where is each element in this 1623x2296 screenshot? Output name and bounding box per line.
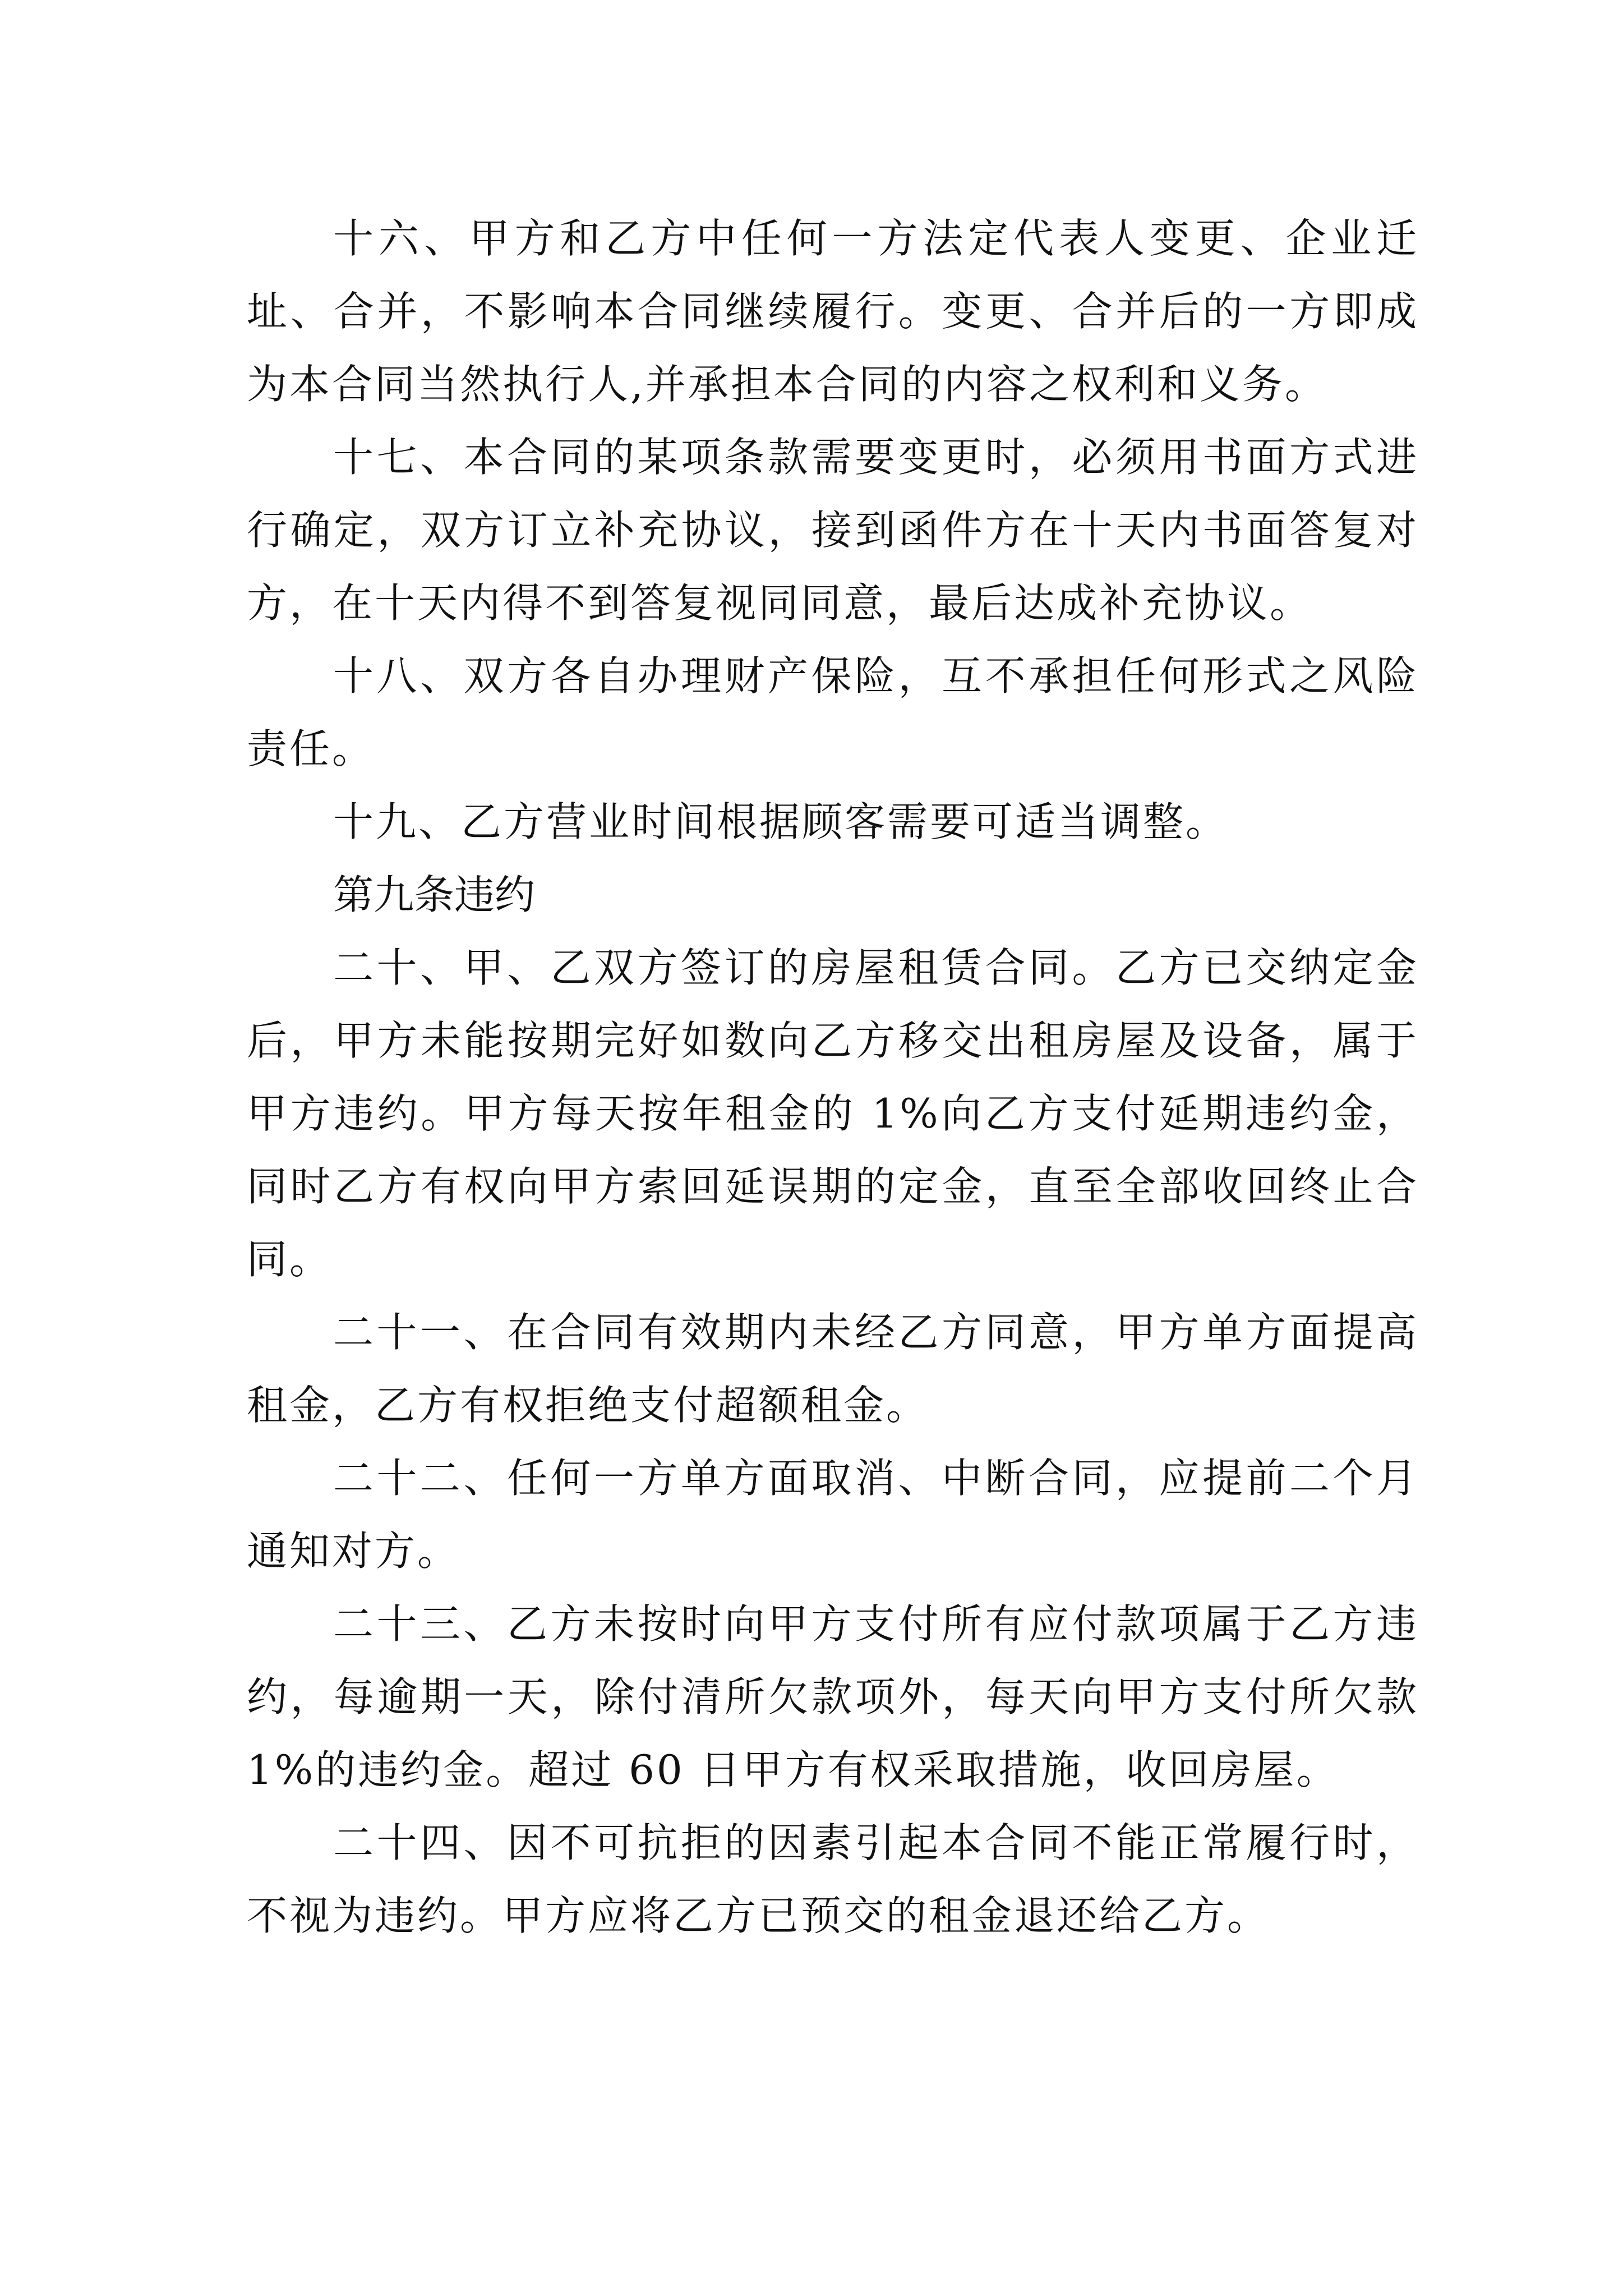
section-heading-breach: 第九条违约 xyxy=(333,871,536,918)
clause-16: 十六、甲方和乙方中任何一方法定代表人变更、企业迁址、合并，不影响本合同继续履行。变更、合并后的一方即成为本合同当然执行人,并承担本合同的内容之权利和义务。 xyxy=(247,215,1419,408)
clause-24: 二十四、因不可抗拒的因素引起本合同不能正常履行时，不视为违约。甲方应将乙方已预交的租金退还给乙方。 xyxy=(247,1819,1419,1939)
clause-20: 二十、甲、乙双方签订的房屋租赁合同。乙方已交纳定金后，甲方未能按期完好如数向乙方移交出租房屋及设备，属于甲方违约。甲方每天按年租金的 1%向乙方支付延期违约金，同时乙方有权向甲方索回延误期的定金，直至全部收回终止合同。 xyxy=(247,944,1419,1283)
document-body xyxy=(247,202,1419,1952)
clause-21: 二十一、在合同有效期内未经乙方同意，甲方单方面提高租金，乙方有权拒绝支付超额租金。 xyxy=(247,1309,1419,1429)
clause-23: 二十三、乙方未按时向甲方支付所有应付款项属于乙方违约，每逾期一天，除付清所欠款项外，每天向甲方支付所欠款 1%的违约金。超过 60 日甲方有权采取措施，收回房屋。 xyxy=(247,1600,1419,1793)
clause-18: 十八、双方各自办理财产保险，互不承担任何形式之风险责任。 xyxy=(247,652,1419,772)
clause-19: 十九、乙方营业时间根据顾客需要可适当调整。 xyxy=(333,798,1229,845)
clause-22: 二十二、任何一方单方面取消、中断合同，应提前二个月通知对方。 xyxy=(247,1455,1419,1575)
clause-17: 十七、本合同的某项条款需要变更时，必须用书面方式进行确定，双方订立补充协议，接到函件方在十天内书面答复对方，在十天内得不到答复视同同意，最后达成补充协议。 xyxy=(247,434,1419,627)
